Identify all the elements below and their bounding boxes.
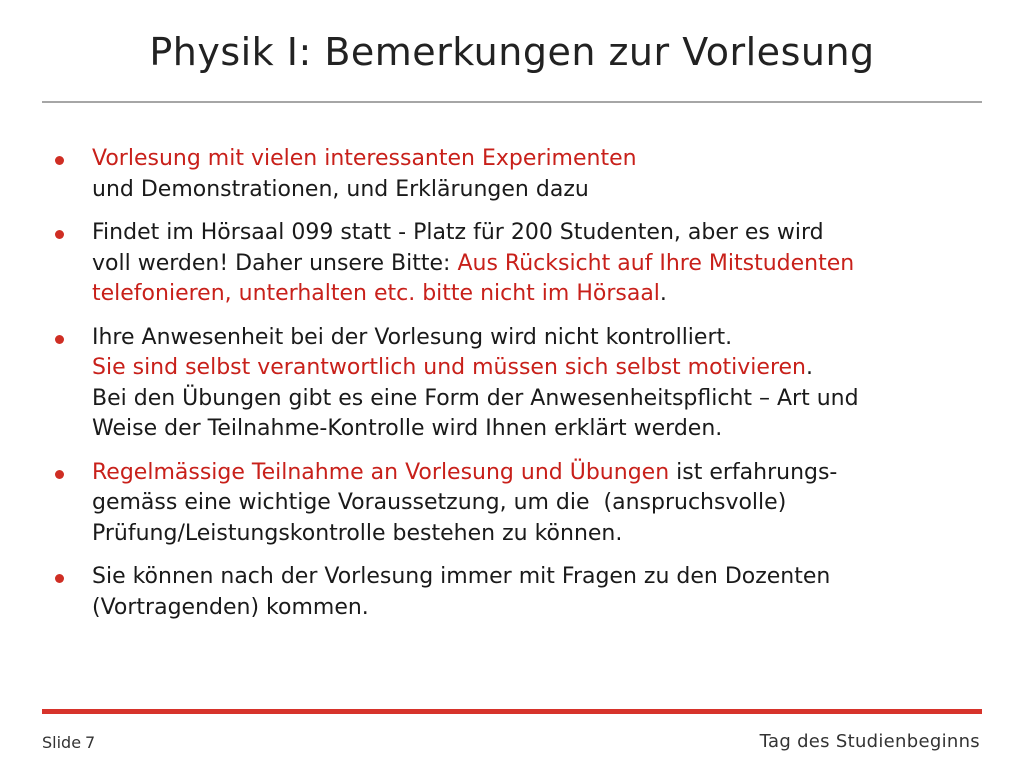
bullet-line [92, 323, 982, 354]
bullet-line [92, 218, 982, 249]
slide-number-label [42, 733, 95, 752]
bullet-list [52, 144, 982, 636]
highlighted-text: Aus Rücksicht auf Ihre Mitstudenten [457, 250, 855, 276]
body-text: Weise der Teilnahme-Kontrolle wird Ihnen erklärt werden. [92, 416, 723, 441]
bullet-line [92, 249, 982, 280]
bullet-item [52, 562, 982, 623]
bullet-line [92, 488, 982, 519]
footer-caption: Tag des Studienbeginns [759, 731, 980, 752]
body-text: Bei den Übungen gibt es eine Form der Anwesenheitspflicht – Art und [92, 385, 859, 411]
body-text: Findet im Hörsaal 099 statt - Platz für 200 Studenten, aber es wird [92, 220, 824, 245]
bullet-item [52, 218, 982, 310]
body-text: (Vortragenden) kommen. [92, 594, 369, 620]
body-text: Ihre Anwesenheit bei der Vorlesung wird nicht kontrolliert. [92, 324, 733, 350]
title-divider [42, 101, 982, 103]
bullet-dot-icon [55, 230, 64, 239]
bullet-line [92, 562, 982, 593]
bullet-line [92, 279, 982, 310]
slide-title: Physik I: Bemerkungen zur Vorlesung [149, 30, 875, 74]
bullet-line [92, 593, 982, 624]
body-text: und Demonstrationen, und Erklärungen dazu [92, 176, 589, 202]
bullet-line [92, 458, 982, 489]
highlighted-text: Vorlesung mit vielen interessanten Experimenten [92, 146, 637, 171]
bullet-item [52, 458, 982, 550]
footer-divider [42, 709, 982, 714]
bullet-item [52, 323, 982, 445]
slide-number: 7 [85, 733, 96, 752]
body-text: . [659, 281, 667, 306]
bullet-dot-icon [55, 335, 64, 344]
bullet-dot-icon [55, 574, 64, 583]
bullet-dot-icon [55, 470, 64, 479]
bullet-line [92, 175, 982, 206]
body-text: . [805, 355, 813, 380]
slide-label-text: Slide [42, 733, 82, 752]
bullet-dot-icon [55, 156, 64, 165]
body-text: ist erfahrungs- [669, 459, 838, 485]
bullet-item [52, 144, 982, 205]
body-text: voll werden! Daher unsere Bitte: [92, 250, 458, 276]
bullet-line [92, 144, 982, 175]
bullet-line [92, 384, 982, 415]
highlighted-text: Sie sind selbst verantwortlich und müssen sich selbst motivieren [92, 355, 806, 380]
body-text: gemäss eine wichtige Voraussetzung, um die (anspruchsvolle) [92, 490, 787, 515]
body-text: Prüfung/Leistungskontrolle bestehen zu können. [92, 520, 623, 546]
bullet-line [92, 353, 982, 384]
bullet-line [92, 519, 982, 550]
highlighted-text: telefonieren, unterhalten etc. bitte nicht im Hörsaal [92, 281, 660, 306]
highlighted-text: Regelmässige Teilnahme an Vorlesung und Übungen [92, 459, 670, 485]
body-text: Sie können nach der Vorlesung immer mit Fragen zu den Dozenten [92, 564, 831, 589]
bullet-line [92, 414, 982, 445]
